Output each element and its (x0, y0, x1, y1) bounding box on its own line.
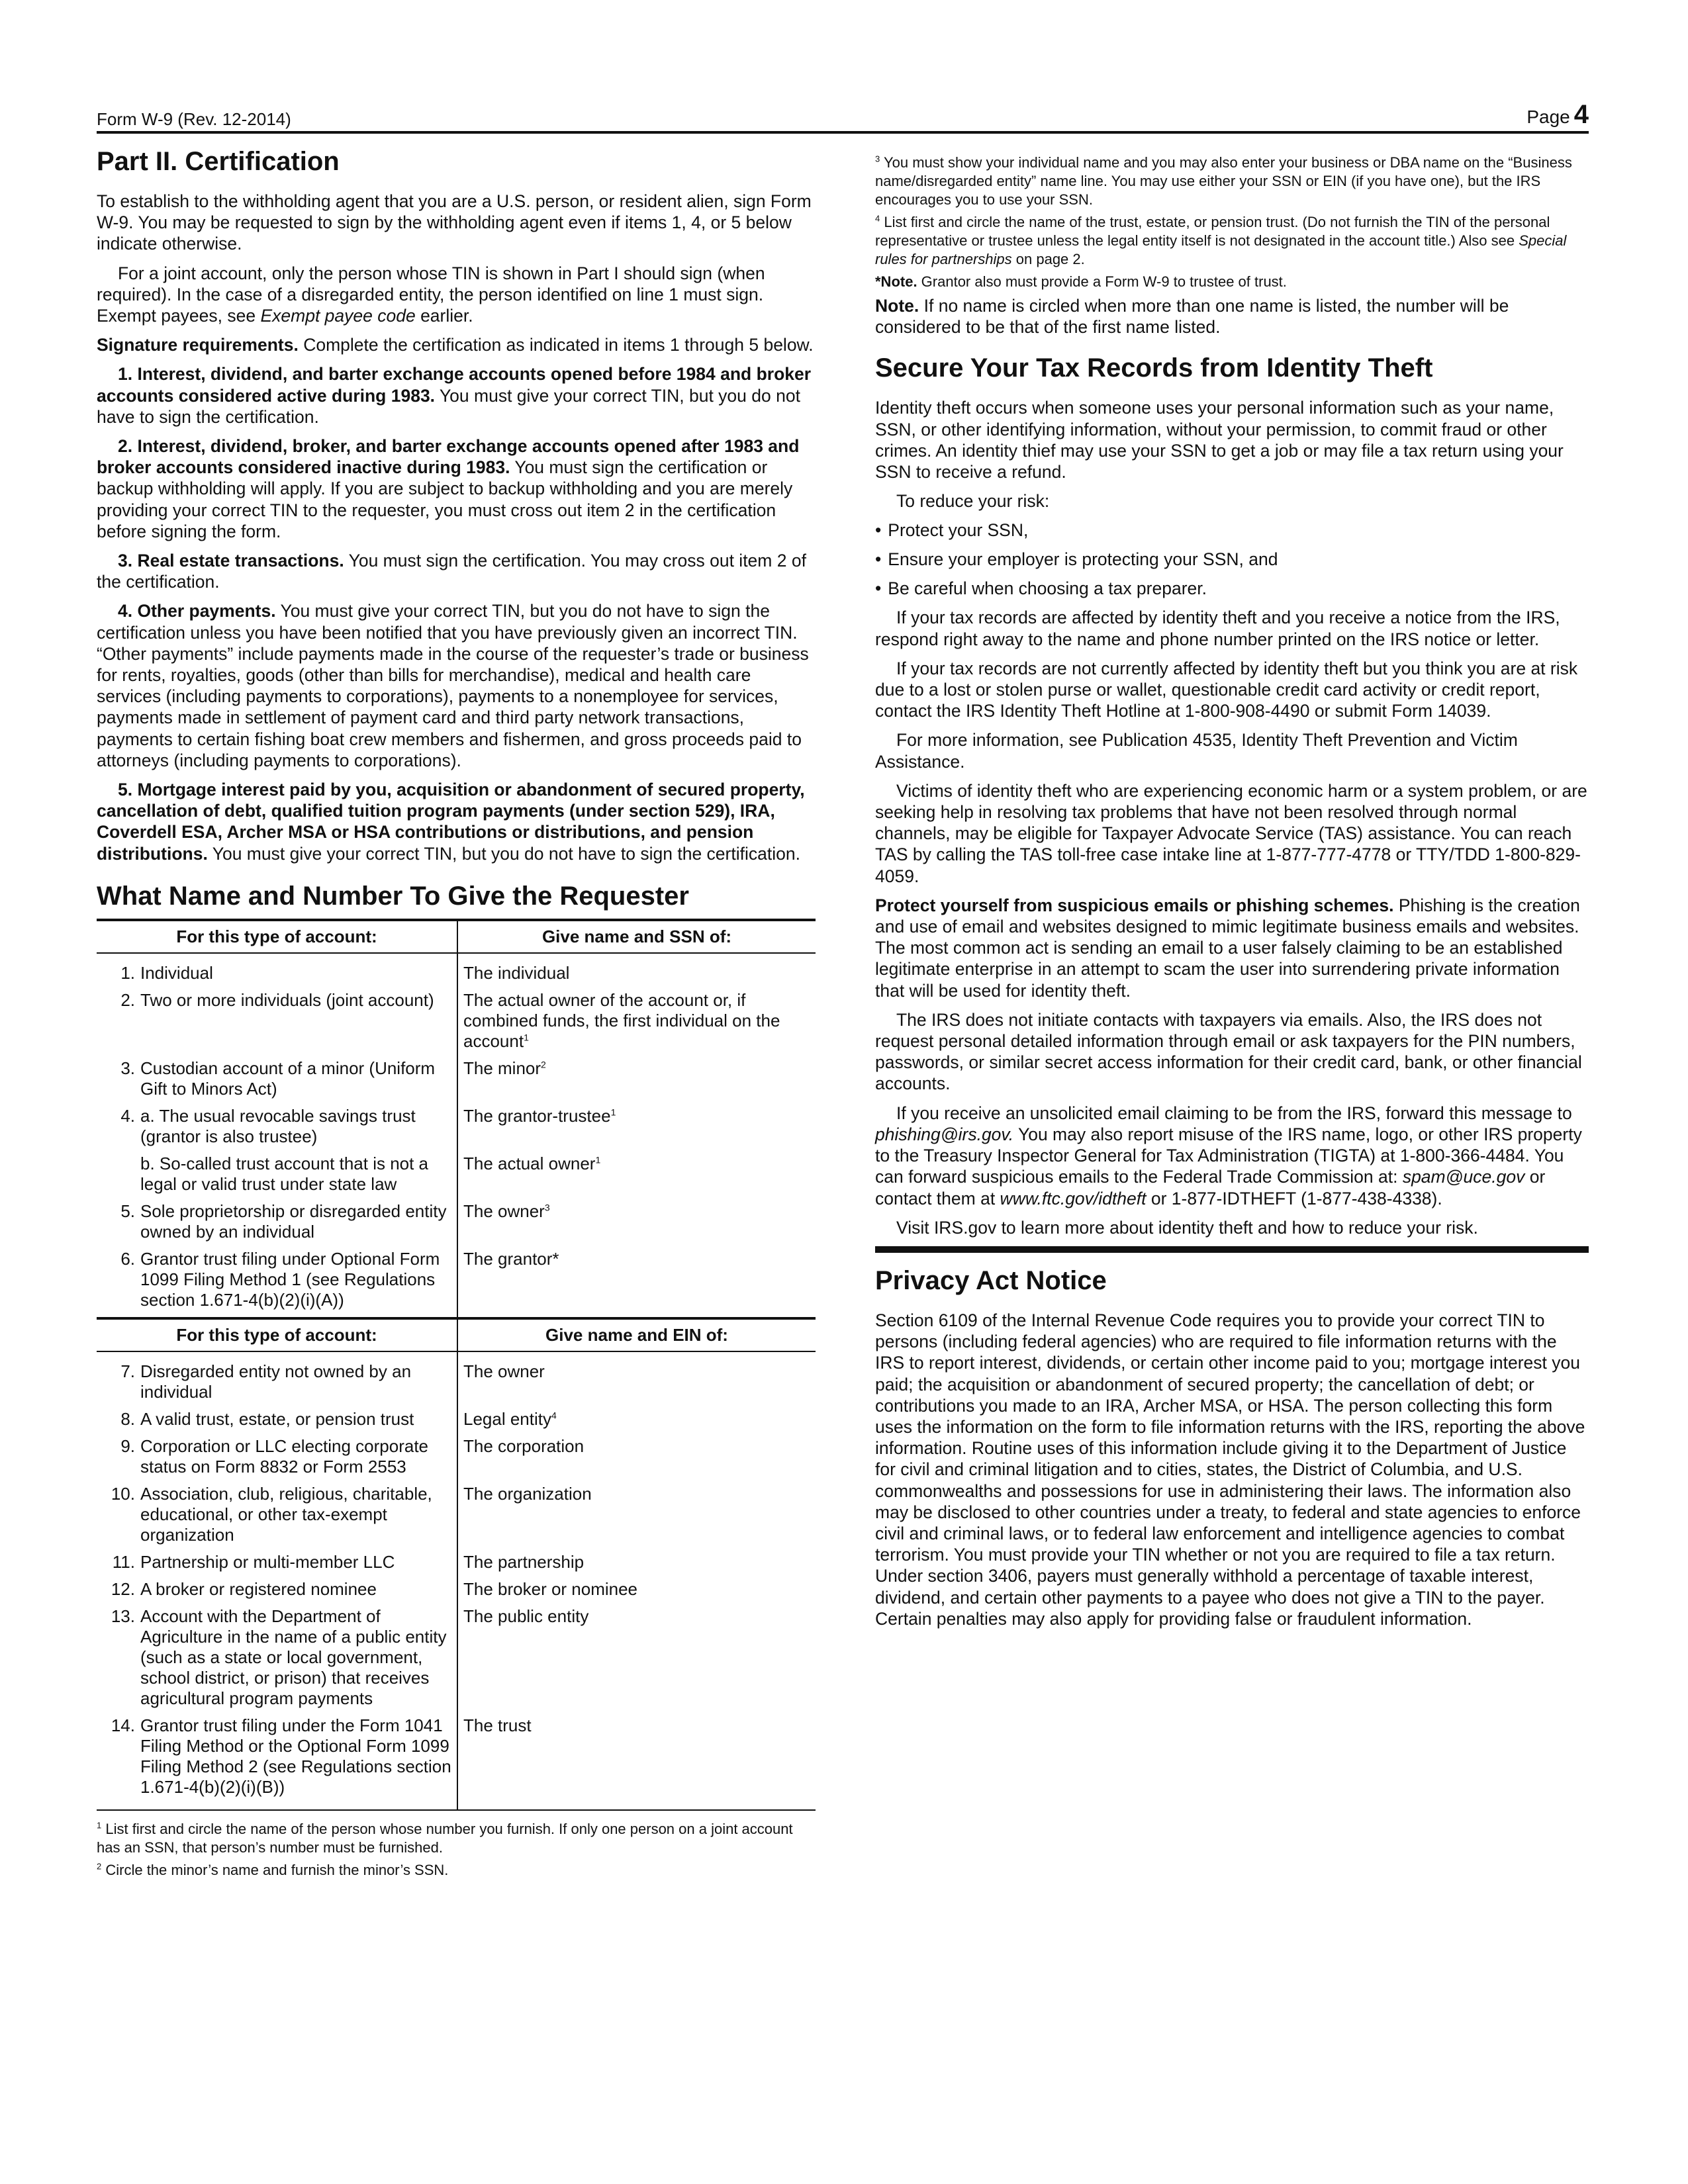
header-account-type-2: For this type of account: (97, 1318, 457, 1351)
reduce-risk: To reduce your risk: (896, 491, 1050, 512)
table-row: 7. Disregarded entity not owned by an individual The owner (97, 1351, 816, 1409)
footnote-3: $^3$ You must show your individual name and you may also enter your business or DBA name on the “Business name/disregarded entity” name line. You may use either your SSN or EIN (if you have one), but the IRS encourages you to use your SSN. (875, 154, 1572, 208)
footnote-note: *Note. Grantor also must provide a Form W-9 to trustee of trust. (875, 273, 1287, 290)
header-rule (97, 131, 1589, 134)
table-row: 10. Association, club, religious, charitable, educational, or other tax-exempt organization The organization (97, 1484, 816, 1552)
form-name: Form W-9 (Rev. 12-2014) (97, 109, 291, 129)
table-row: 6. Grantor trust filing under Optional Form 1099 Filing Method 1 (see Regulations section 1.671-4(b)(2)(i)(A)) The grantor* (97, 1249, 816, 1318)
table-row: 8. A valid trust, estate, or pension trust Legal entity$^4$ (97, 1409, 816, 1436)
table-row: 11. Partnership or multi-member LLC The partnership (97, 1552, 816, 1579)
privacy-text: Section 6109 of the Internal Revenue Code requires you to provide your correct TIN to persons (including federal agencies) who are required to file information returns with the IRS to report interest, dividends, or certain other income paid to you; mortgage interest you paid; the acquisition or abandonment of secured property; the cancellation of debt; or contributions you made to an IRA, Archer MSA, or HSA. The person collecting this form uses the information on the form to file information returns with the IRS, reporting the above information. Routine uses of this information include giving it to the Department of Justice for civil and criminal litigation and to cities, states, the District of Columbia, and U.S. commonwealths and possessions for use in administering their laws. The information also may be disclosed to other countries under a treaty, to federal and state agencies to enforce civil and criminal laws, or to federal law enforcement and intelligence agencies to combat terrorism. You must provide your TIN whether or not you are required to file a tax return. Under section 3406, payers must generally withhold a percentage of taxable interest, dividend, and certain other payments to a payee who does not give a TIN to the payer. Certain penalties may also apply for providing false or fraudulent information. (875, 1310, 1585, 1629)
table-row: 12. A broker or registered nominee The broker or nominee (97, 1579, 816, 1606)
risk-list (875, 520, 1589, 599)
section-divider (875, 1246, 1589, 1253)
names-title: What Name and Number To Give the Requester (97, 881, 689, 911)
secure-p3: If your tax records are affected by identity theft and you receive a notice from the IRS, respond right away to the name and phone number printed on the IRS notice or letter. (875, 608, 1560, 649)
list-item: • Be careful when choosing a tax preparer. (875, 578, 1589, 599)
privacy-title: Privacy Act Notice (875, 1265, 1107, 1295)
page-label: Page (1526, 107, 1570, 127)
part2-title: Part II. Certification (97, 147, 340, 176)
cert-item-3: 3. Real estate transactions. You must sign the certification. You may cross out item 2 of the certification. (97, 551, 806, 592)
cert-item-4: 4. Other payments. You must give your correct TIN, but you do not have to sign the certification unless you have been notified that you have previously given an incorrect TIN. “Other payments” include payments made in the course of the requester’s trade or business for rents, royalties, goods (other than bills for merchandise), medical and health care services (including payments to corporations), payments to a nonemployee for services, payments made in settlement of payment card and third party network transactions, payments to certain fishing boat crew members and fishermen, and gross proceeds paid to attorneys (including payments to corporations). (97, 601, 809, 770)
page-header (97, 99, 1589, 130)
footnote-4: $^4$ List first and circle the name of the trust, estate, or pension trust. (Do not furnish the TIN of the personal representative or trustee unless the legal entity itself is not designated in the account title.) Also see Special rules for partnerships on page 2. (875, 213, 1567, 267)
header-ein: Give name and EIN of: (457, 1318, 816, 1351)
list-item: • Ensure your employer is protecting your SSN, and (875, 549, 1589, 570)
table-row: 3. Custodian account of a minor (Uniform Gift to Minors Act) The minor$^2$ (97, 1058, 816, 1106)
part2-intro: To establish to the withholding agent that you are a U.S. person, or resident alien, sign Form W-9. You may be requested to sign by the withholding agent even if items 1, 4, or 5 below indicate otherwise. (97, 191, 812, 254)
secure-p4: If your tax records are not currently affected by identity theft but you think you are at risk due to a lost or stolen purse or wallet, questionable credit card activity or credit report, contact the IRS Identity Theft Hotline at 1-800-908-4490 or submit Form 14039. (875, 658, 1578, 721)
signature-requirements: Signature requirements. Complete the certification as indicated in items 1 through 5 below. (97, 335, 814, 355)
table-row: 13. Account with the Department of Agriculture in the name of a public entity (such as a state or local government, school district, or prison) that receives agricultural program payments The public entity (97, 1606, 816, 1715)
footnote-1: $^1$ List first and circle the name of the person whose number you furnish. If only one person on a joint account has an SSN, that person’s number must be furnished. (97, 1820, 793, 1856)
table-row: 4. a. The usual revocable savings trust (grantor is also trustee) The grantor-trustee$^1$ (97, 1106, 816, 1154)
identity-theft-intro: Identity theft occurs when someone uses your personal information such as your name, SSN, or other identifying information, without your permission, to commit fraud or other crimes. An identity thief may use your SSN to get a job or may file a tax return using your SSN to receive a refund. (875, 398, 1564, 482)
name-number-table (97, 919, 816, 1809)
cert-item-1: 1. Interest, dividend, and barter exchange accounts opened before 1984 and broker accounts considered active during 1983. You must give your correct TIN, but you do not have to sign the certification. (97, 364, 812, 427)
secure-p10: Visit IRS.gov to learn more about identity theft and how to reduce your risk. (896, 1217, 1478, 1238)
part2-joint-account: For a joint account, only the person whose TIN is shown in Part I should sign (when required). In the case of a disregarded entity, the person identified on line 1 must sign. Exempt payees, see Exempt payee code earlier. (97, 263, 765, 326)
table-row: 5. Sole proprietorship or disregarded entity owned by an individual The owner$^3$ (97, 1201, 816, 1249)
page-number: 4 (1573, 100, 1589, 129)
page-indicator (1526, 100, 1589, 130)
table-row: b. So-called trust account that is not a legal or valid trust under state law The actual owner$^1$ (97, 1154, 816, 1201)
secure-p6: Victims of identity theft who are experiencing economic harm or a system problem, or are seeking help in resolving tax problems that have not been resolved through normal channels, may be eligible for Taxpayer Advocate Service (TAS) assistance. You can reach TAS by calling the TAS toll-free case intake line at 1-877-777-4778 or TTY/TDD 1-800-829-4059. (875, 780, 1587, 886)
list-item: • Protect your SSN, (875, 520, 1589, 541)
header-ssn: Give name and SSN of: (457, 920, 816, 953)
footnote-2: $^2$ Circle the minor’s name and furnish the minor’s SSN. (97, 1861, 449, 1878)
table-header-ssn (97, 920, 816, 953)
table-row: 1. Individual The individual (97, 953, 816, 990)
table-row: 14. Grantor trust filing under the Form 1041 Filing Method or the Optional Form 1099 Filing Method 2 (see Regulations section 1.671-4(b)(2)(i)(B)) The trust (97, 1715, 816, 1809)
cert-item-2: 2. Interest, dividend, broker, and barter exchange accounts opened after 1983 and broker accounts considered inactive during 1983. You must sign the certification or backup withholding will apply. If you are subject to backup withholding and you are merely providing your correct TIN to the requester, you must cross out item 2 in the certification before signing the form. (97, 436, 800, 541)
left-column (97, 146, 816, 1884)
note-paragraph: Note. If no name is circled when more than one name is listed, the number will be considered to be that of the first name listed. (875, 296, 1509, 338)
secure-p8: The IRS does not initiate contacts with taxpayers via emails. Also, the IRS does not request personal detailed information through email or ask taxpayers for the PIN numbers, passwords, or similar secret access information for their credit card, bank, or other financial accounts. (875, 1009, 1582, 1094)
cert-item-5: 5. Mortgage interest paid by you, acquisition or abandonment of secured property, cancellation of debt, qualified tuition program payments (under section 529), IRA, Coverdell ESA, Archer MSA or HSA contributions or distributions, and pension distributions. You must give your correct TIN, but you do not have to sign the certification. (97, 780, 805, 864)
secure-title: Secure Your Tax Records from Identity Theft (875, 353, 1433, 383)
secure-p9: If you receive an unsolicited email claiming to be from the IRS, forward this message to phishing@irs.gov. You may also report misuse of the IRS name, logo, or other IRS property to the Treasury Inspector General for Tax Administration (TIGTA) at 1-800-366-4484. You can forward suspicious emails to the Federal Trade Commission at: spam@uce.gov or contact them at www.ftc.gov/idtheft or 1-877-IDTHEFT (1-877-438-4338). (875, 1103, 1582, 1208)
phishing-paragraph: Protect yourself from suspicious emails or phishing schemes. Phishing is the creation and use of email and websites designed to mimic legitimate business emails and websites. The most common act is sending an email to a user falsely claiming to be an established legitimate enterprise in an attempt to scam the user into surrendering private information that will be used for identity theft. (875, 895, 1580, 1001)
table-row: 9. Corporation or LLC electing corporate status on Form 8832 or Form 2553 The corporation (97, 1436, 816, 1484)
secure-p5: For more information, see Publication 4535, Identity Theft Prevention and Victim Assistance. (875, 730, 1518, 772)
table-row: 2. Two or more individuals (joint account) The actual owner of the account or, if combined funds, the first individual on the account$^1$ (97, 990, 816, 1058)
right-column (875, 146, 1589, 1637)
table-bottom-rule (97, 1809, 816, 1811)
table-header-ein (97, 1318, 816, 1351)
header-account-type: For this type of account: (97, 920, 457, 953)
